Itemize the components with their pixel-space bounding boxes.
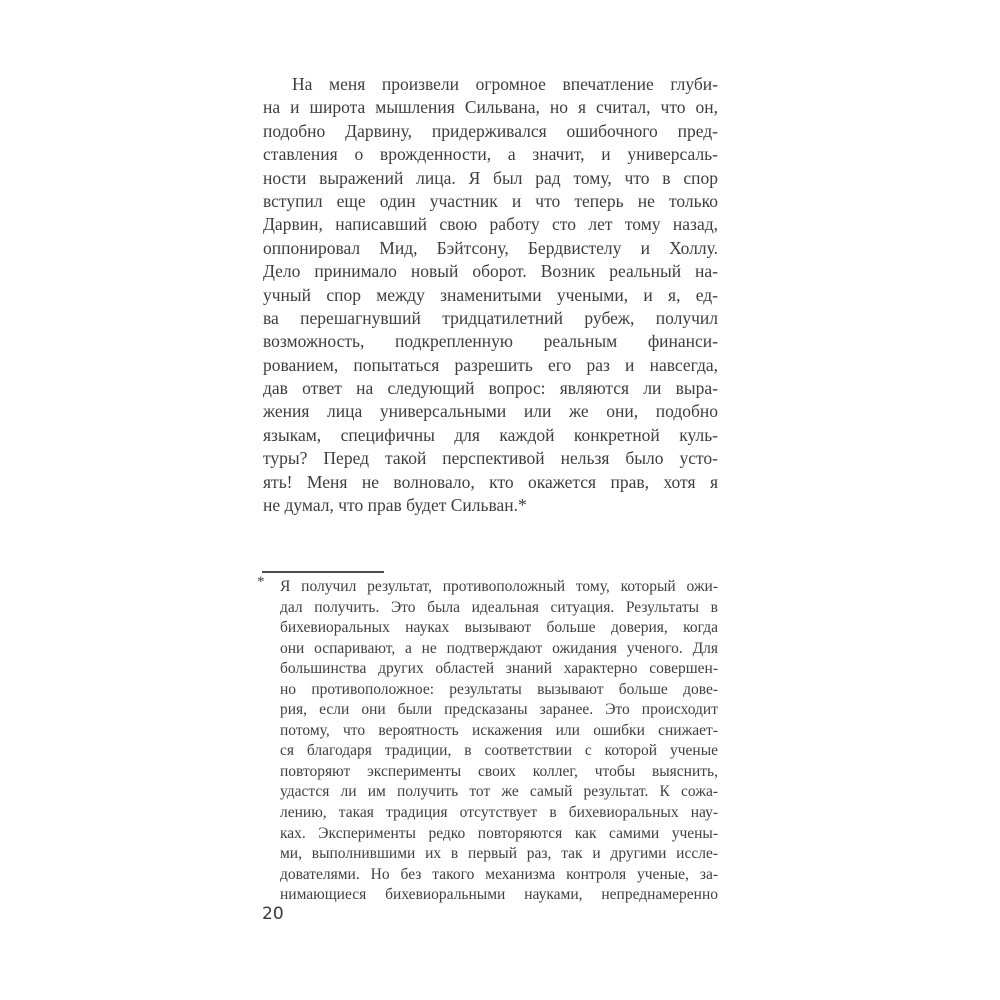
text-line: жения лица универсальными или же они, подобно — [263, 401, 718, 422]
text-line: рованием, попытаться разрешить его раз и навсегда, — [263, 354, 718, 375]
text-line: повторяют эксперименты своих коллег, чтобы выяснить, — [280, 762, 718, 780]
text-line: ми, выполнившими их в первый раз, так и другими иссле- — [280, 845, 718, 863]
text-line: дав ответ на следующий вопрос: являются ли выра- — [263, 378, 718, 399]
text-line: ности выражений лица. Я был рад тому, что в спор — [263, 167, 718, 188]
text-line: туры? Перед такой перспективой нельзя было усто- — [263, 448, 718, 469]
text-line: возможность, подкрепленную реальным финанси- — [263, 331, 718, 352]
text-line: бихевиоральных науках вызывают больше доверия, когда — [280, 619, 718, 637]
text-line: Я получил результат, противоположный тому, который ожи- — [280, 578, 718, 595]
text-line: на и широта мышления Сильвана, но я считал, что он, — [263, 97, 718, 118]
text-line: ставления о врожденности, а значит, и универсаль- — [263, 144, 718, 165]
text-line: На меня произвели огромное впечатление глуби- — [292, 74, 718, 94]
text-line: дал получить. Это была идеальная ситуация. Результаты в — [280, 598, 718, 616]
text-line: Дарвин, написавший свою работу сто лет тому назад, — [263, 214, 718, 235]
text-line: вступил еще один участник и что теперь не только — [263, 190, 718, 211]
footnote-separator — [262, 571, 384, 573]
text-line: дователями. Но без такого механизма контроля ученые, за- — [280, 865, 718, 883]
text-line: языкам, специфичны для каждой конкретной куль- — [263, 424, 718, 445]
text-line: не думал, что прав будет Сильван.* — [263, 495, 527, 516]
text-line: ся благодаря традиции, в соответствии с которой ученые — [280, 742, 718, 760]
text-line: подобно Дарвину, придерживался ошибочного пред- — [263, 120, 718, 141]
text-line: Дело принимало новый оборот. Возник реальный на- — [263, 261, 718, 282]
text-line: потому, что вероятность искажения или ошибки снижает- — [280, 721, 718, 739]
text-line: лению, такая традиция отсутствует в бихевиоральных нау- — [280, 804, 718, 822]
text-line: но противоположное: результаты вызывают больше дове- — [280, 680, 718, 698]
text-line: удастся ли им получить тот же самый результат. К сожа- — [280, 783, 718, 801]
main-paragraph — [263, 73, 718, 517]
text-line: они оспаривают, а не подтверждают ожидания ученого. Для — [280, 639, 718, 657]
text-line: ять! Меня не волновало, кто окажется прав, хотя я — [263, 471, 718, 492]
page-number: 20 — [262, 904, 284, 924]
text-line: учный спор между знаменитыми учеными, и я, ед- — [263, 284, 718, 305]
text-line: оппонировал Мид, Бэйтсону, Бердвистелу и Холлу. — [263, 237, 718, 258]
footnote-marker: * — [257, 574, 265, 590]
text-line: большинства других областей знаний характерно совершен- — [280, 660, 718, 678]
text-line: ва перешагнувший тридцатилетний рубеж, получил — [263, 307, 718, 328]
footnote-text — [280, 577, 718, 906]
text-line: рия, если они были предсказаны заранее. Это происходит — [280, 701, 718, 719]
text-line: ках. Эксперименты редко повторяются как самими учены- — [280, 824, 718, 842]
text-line: нимающиеся бихевиоральными науками, непреднамеренно — [280, 886, 718, 904]
